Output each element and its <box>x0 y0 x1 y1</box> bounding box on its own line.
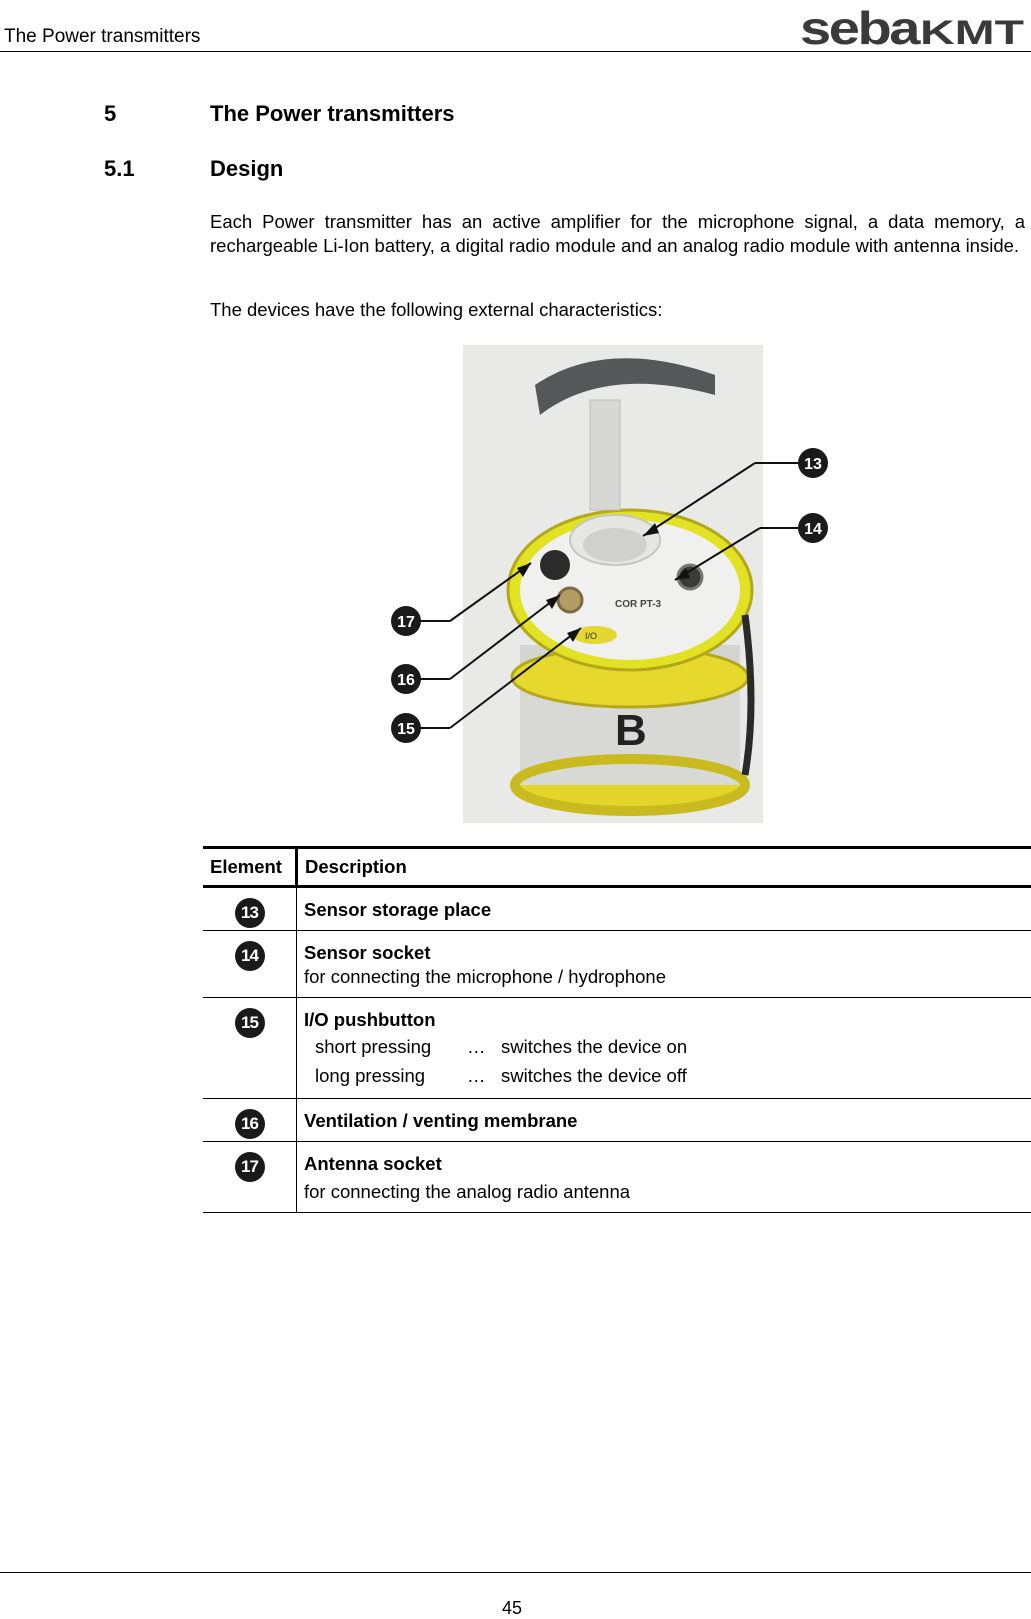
table-row <box>203 887 1031 931</box>
footer-rule <box>0 1572 1031 1573</box>
row-detail: for connecting the microphone / hydrophone <box>304 965 1031 989</box>
svg-text:15: 15 <box>397 721 415 738</box>
intro-paragraph: Each Power transmitter has an active amplifier for the microphone signal, a data memory, a rechargeable Li-Ion battery, a digital radio module and an analog radio module with antenna inside. <box>210 210 1025 258</box>
table-row <box>203 998 1031 1099</box>
row-title: Sensor socket <box>304 941 1031 965</box>
element-badge: 16 <box>235 1109 265 1139</box>
row-title: Antenna socket <box>304 1152 1031 1176</box>
io-button-label: I/O <box>585 631 597 641</box>
sebakmt-logo <box>800 6 1026 50</box>
header-element: Element <box>203 848 297 887</box>
page-number: 45 <box>502 1598 522 1619</box>
device-label: COR PT-3 <box>615 599 662 610</box>
table-header-row <box>203 848 1031 887</box>
header-rule <box>0 51 1031 52</box>
element-badge: 17 <box>235 1152 265 1182</box>
svg-text:14: 14 <box>804 521 822 538</box>
row-title: Ventilation / venting membrane <box>304 1109 1031 1133</box>
callout-17 <box>391 606 421 636</box>
row-detail: for connecting the analog radio antenna <box>304 1180 1031 1204</box>
section-number: 5 <box>104 101 116 127</box>
io-option-long: long pressing … switches the device off <box>304 1061 1031 1090</box>
callout-13 <box>798 448 828 478</box>
callout-14 <box>798 513 828 543</box>
table-row <box>203 1099 1031 1142</box>
element-table <box>203 846 1031 1213</box>
row-title: I/O pushbutton <box>304 1008 1031 1032</box>
svg-text:17: 17 <box>397 614 415 631</box>
device-photo <box>385 345 845 823</box>
svg-text:KMT: KMT <box>920 14 1024 50</box>
characteristics-intro: The devices have the following external characteristics: <box>210 299 662 321</box>
table-row <box>203 931 1031 998</box>
subsection-title: Design <box>210 156 283 182</box>
device-letter: B <box>615 706 647 755</box>
svg-text:13: 13 <box>804 456 822 473</box>
callout-16 <box>391 664 421 694</box>
element-badge: 15 <box>235 1008 265 1038</box>
row-title: Sensor storage place <box>304 898 1031 922</box>
callout-15 <box>391 713 421 743</box>
element-badge: 14 <box>235 941 265 971</box>
svg-text:seba: seba <box>800 6 921 50</box>
subsection-number: 5.1 <box>104 156 135 182</box>
element-badge: 13 <box>235 898 265 928</box>
svg-text:16: 16 <box>397 672 415 689</box>
header-description: Description <box>297 848 1031 887</box>
header-title: The Power transmitters <box>4 26 200 48</box>
io-option-short: short pressing … switches the device on <box>304 1032 1031 1061</box>
section-title: The Power transmitters <box>210 101 455 127</box>
table-row <box>203 1142 1031 1213</box>
